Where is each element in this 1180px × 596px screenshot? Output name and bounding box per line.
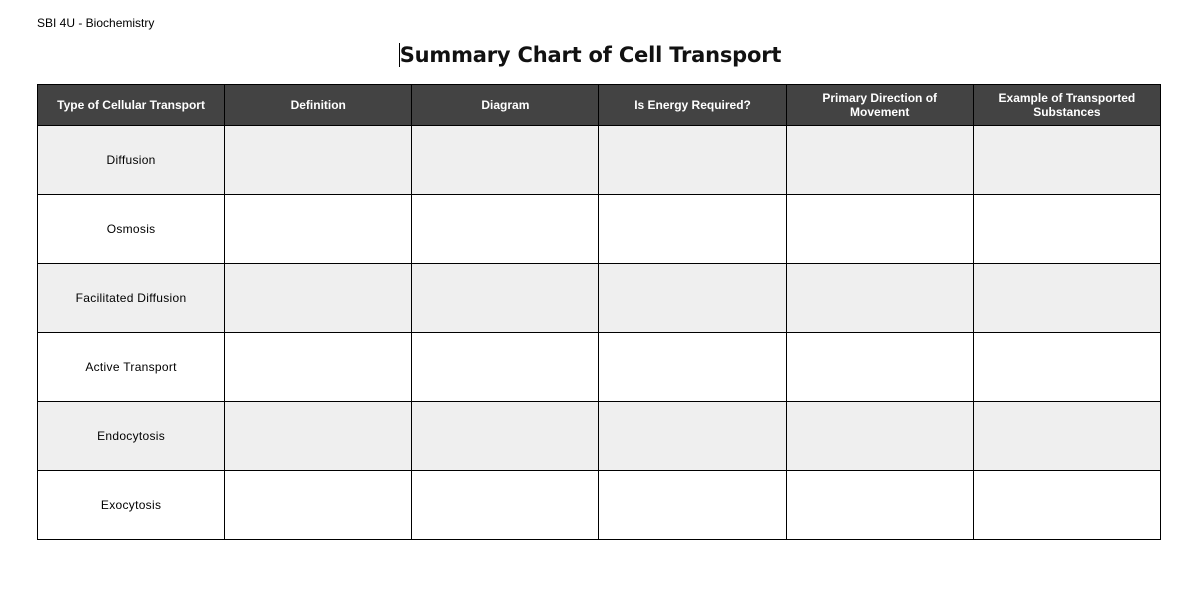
table-row <box>38 333 1161 402</box>
column-header-examples[interactable]: Example of Transported Substances <box>973 85 1160 126</box>
definition-cell[interactable] <box>225 402 412 471</box>
definition-cell[interactable] <box>225 126 412 195</box>
column-header-diagram[interactable]: Diagram <box>412 85 599 126</box>
document-title-text: Summary Chart of Cell Transport <box>399 43 782 67</box>
definition-cell[interactable] <box>225 333 412 402</box>
direction-cell[interactable] <box>786 195 973 264</box>
diagram-cell[interactable] <box>412 126 599 195</box>
energy-cell[interactable] <box>599 195 786 264</box>
energy-cell[interactable] <box>599 471 786 540</box>
direction-cell[interactable] <box>786 402 973 471</box>
examples-cell[interactable] <box>973 195 1160 264</box>
examples-cell[interactable] <box>973 333 1160 402</box>
definition-cell[interactable] <box>225 471 412 540</box>
column-header-direction[interactable]: Primary Direction of Movement <box>786 85 973 126</box>
document-title[interactable] <box>0 43 1180 67</box>
table-row <box>38 402 1161 471</box>
diagram-cell[interactable] <box>412 264 599 333</box>
cell-transport-table <box>37 84 1161 540</box>
table-row <box>38 471 1161 540</box>
column-header-energy[interactable]: Is Energy Required? <box>599 85 786 126</box>
table-header-row <box>38 85 1161 126</box>
energy-cell[interactable] <box>599 333 786 402</box>
definition-cell[interactable] <box>225 195 412 264</box>
column-header-definition[interactable]: Definition <box>225 85 412 126</box>
row-type-cell[interactable]: Active Transport <box>38 333 225 402</box>
examples-cell[interactable] <box>973 126 1160 195</box>
row-type-cell[interactable]: Exocytosis <box>38 471 225 540</box>
direction-cell[interactable] <box>786 333 973 402</box>
diagram-cell[interactable] <box>412 195 599 264</box>
energy-cell[interactable] <box>599 126 786 195</box>
row-type-cell[interactable]: Facilitated Diffusion <box>38 264 225 333</box>
table-row <box>38 126 1161 195</box>
direction-cell[interactable] <box>786 264 973 333</box>
definition-cell[interactable] <box>225 264 412 333</box>
diagram-cell[interactable] <box>412 402 599 471</box>
examples-cell[interactable] <box>973 471 1160 540</box>
row-type-cell[interactable]: Osmosis <box>38 195 225 264</box>
table-row <box>38 195 1161 264</box>
energy-cell[interactable] <box>599 264 786 333</box>
examples-cell[interactable] <box>973 264 1160 333</box>
energy-cell[interactable] <box>599 402 786 471</box>
row-type-cell[interactable]: Diffusion <box>38 126 225 195</box>
diagram-cell[interactable] <box>412 333 599 402</box>
course-header: SBI 4U - Biochemistry <box>37 16 155 30</box>
column-header-type[interactable]: Type of Cellular Transport <box>38 85 225 126</box>
row-type-cell[interactable]: Endocytosis <box>38 402 225 471</box>
table-row <box>38 264 1161 333</box>
direction-cell[interactable] <box>786 126 973 195</box>
direction-cell[interactable] <box>786 471 973 540</box>
diagram-cell[interactable] <box>412 471 599 540</box>
examples-cell[interactable] <box>973 402 1160 471</box>
